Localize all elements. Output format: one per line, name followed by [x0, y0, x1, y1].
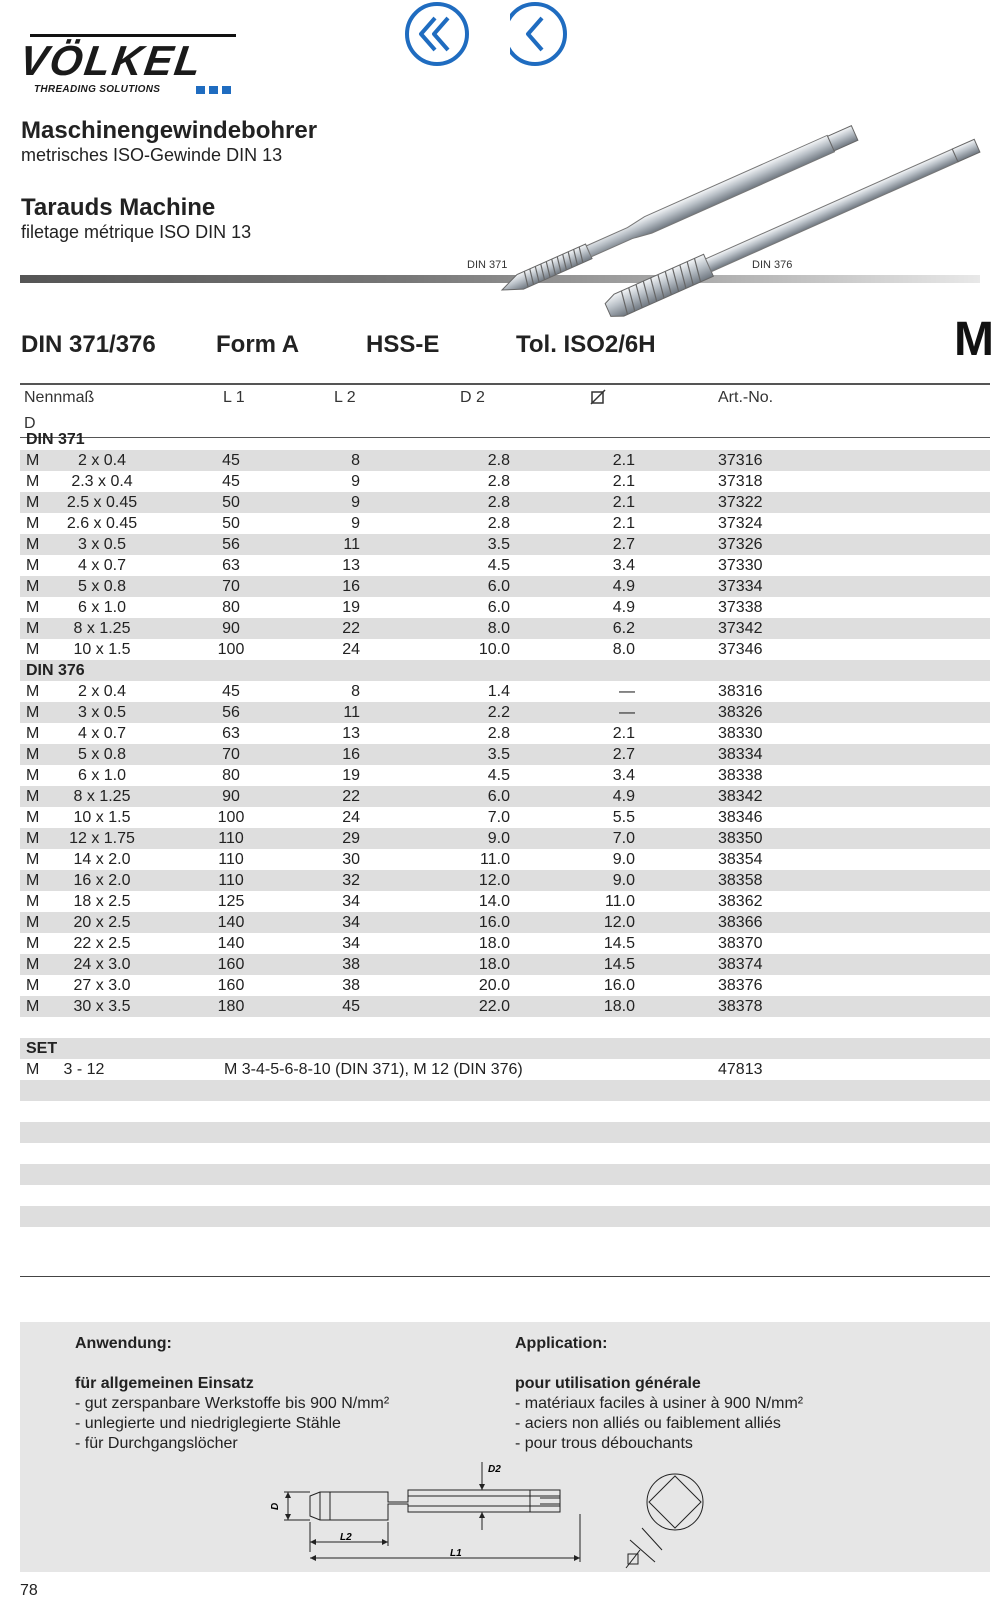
logo-tagline: THREADING SOLUTIONS: [34, 84, 161, 95]
cell-art-no: 37330: [718, 557, 763, 574]
cell-l2: 22: [342, 620, 360, 637]
cell-thread: M: [26, 830, 40, 847]
square-size-icon: [590, 389, 608, 407]
cell-art-no: 38376: [718, 977, 763, 994]
cell-square: —: [619, 683, 635, 700]
cell-size: 2.5 x 0.45: [66, 494, 138, 511]
cell-art-no: 38338: [718, 767, 763, 784]
cell-size: 4 x 0.7: [77, 725, 127, 742]
cell-art-no: 38366: [718, 914, 763, 931]
table-row: [20, 996, 990, 1017]
cell-l1: 110: [218, 851, 244, 868]
cell-square: 3.4: [612, 557, 635, 574]
table-row: [20, 471, 990, 492]
drawing-label-d2: D2: [488, 1464, 501, 1475]
cell-d2: 4.5: [487, 767, 510, 784]
cell-thread: M: [26, 935, 40, 952]
cell-size: 12 x 1.75: [69, 830, 135, 847]
cell-size: 5 x 0.8: [77, 746, 127, 763]
cell-art-no: 38316: [718, 683, 763, 700]
application-german: [75, 1334, 389, 1454]
cell-square: 12.0: [603, 914, 635, 931]
table-row: [20, 576, 990, 597]
drawing-square-size-icon: [626, 1550, 640, 1568]
header-l2: L 2: [334, 389, 356, 406]
cell-l1: 50: [222, 494, 240, 511]
subtitle-german: metrisches ISO-Gewinde DIN 13: [21, 145, 283, 165]
cell-size: 6 x 1.0: [77, 599, 127, 616]
cell-square: 9.0: [612, 872, 635, 889]
application-lead-fr: pour utilisation générale: [515, 1375, 701, 1392]
cell-size: 6 x 1.0: [77, 767, 127, 784]
cell-art-no: 38378: [718, 998, 763, 1015]
cell-l1: 63: [222, 557, 240, 574]
application-item-fr: - pour trous débouchants: [515, 1435, 693, 1452]
cell-d2: 22.0: [478, 998, 510, 1015]
cell-square: 11.0: [605, 893, 635, 910]
spec-form: Form A: [216, 331, 300, 358]
cell-l2: 11: [343, 704, 360, 721]
application-heading-fr: Application:: [515, 1335, 608, 1352]
cell-thread: M: [26, 536, 40, 553]
cell-l2: 34: [342, 914, 360, 931]
cell-size: 10 x 1.5: [73, 809, 131, 826]
cell-square: 2.7: [612, 536, 635, 553]
cell-l2: 8: [351, 452, 360, 469]
empty-row: [20, 1122, 990, 1143]
cell-art-no: 37324: [718, 515, 763, 532]
cell-art-no: 38326: [718, 704, 763, 721]
cell-square: 14.5: [603, 956, 635, 973]
set-row: [20, 1059, 990, 1080]
cell-size: 3 x 0.5: [77, 704, 127, 721]
tap-tools-image: [460, 100, 1000, 330]
cell-d2: 6.0: [487, 599, 510, 616]
cell-d2: 3.5: [487, 536, 510, 553]
brand-logo: [16, 34, 220, 100]
cell-l2: 38: [342, 956, 360, 973]
application-heading-de: Anwendung:: [75, 1335, 172, 1352]
cell-size: 2.6 x 0.45: [66, 515, 138, 532]
table-row: [20, 492, 990, 513]
cell-thread: M: [26, 704, 40, 721]
cell-l2: 30: [342, 851, 360, 868]
cell-square: 16.0: [603, 977, 635, 994]
cell-square: 2.7: [612, 746, 635, 763]
logo-squares: [196, 86, 231, 94]
cell-square: 4.9: [612, 599, 635, 616]
application-item-fr: - matériaux faciles à usiner à 900 N/mm²: [515, 1395, 804, 1412]
cell-d2: 9.0: [487, 830, 510, 847]
cell-l1: 50: [222, 515, 240, 532]
table-row: [20, 975, 990, 996]
page-number: 78: [20, 1582, 38, 1599]
cell-l1: 110: [218, 830, 244, 847]
empty-row: [20, 1143, 990, 1164]
cell-l1: 56: [222, 704, 240, 721]
cell-l1: 45: [222, 683, 240, 700]
cell-art-no: 37316: [718, 452, 763, 469]
cell-square: 7.0: [612, 830, 635, 847]
spec-row: [21, 331, 981, 361]
cell-art-no: 38370: [718, 935, 763, 952]
table-row: [20, 639, 990, 660]
cell-thread: M: [26, 914, 40, 931]
cell-thread: M: [26, 599, 40, 616]
logo-wordmark: VÖLKEL: [16, 37, 206, 84]
previous-page-button[interactable]: [510, 0, 580, 70]
title-german: Maschinengewindebohrer: [21, 117, 318, 144]
cell-thread: M: [26, 809, 40, 826]
cell-square: 5.5: [612, 809, 635, 826]
cell-size: 24 x 3.0: [73, 956, 131, 973]
table-row: [20, 870, 990, 891]
tool-label-din-371: DIN 371: [467, 259, 508, 271]
cell-size: 5 x 0.8: [77, 578, 127, 595]
cell-size: 27 x 3.0: [73, 977, 131, 994]
table-row: [20, 786, 990, 807]
cell-d2: 10.0: [478, 641, 510, 658]
cell-l2: 16: [342, 746, 360, 763]
cell-l2: 13: [342, 557, 360, 574]
drawing-label-l1: L1: [450, 1548, 462, 1559]
table-row: [20, 618, 990, 639]
header-nominal-sub: D: [24, 415, 36, 432]
cell-l1: 140: [217, 935, 245, 952]
cell-l1: 140: [217, 914, 245, 931]
cell-art-no: 38334: [718, 746, 763, 763]
cell-thread: M: [26, 767, 40, 784]
cell-square: 6.2: [612, 620, 635, 637]
cell-d2: 14.0: [478, 893, 510, 910]
table-row: [20, 849, 990, 870]
empty-row: [20, 1185, 990, 1206]
cell-d2: 7.0: [487, 809, 510, 826]
cell-thread: M: [26, 788, 40, 805]
cell-thread: M: [26, 620, 40, 637]
cell-l1: 100: [217, 641, 245, 658]
cell-l1: 45: [222, 473, 240, 490]
cell-l2: 8: [351, 683, 360, 700]
empty-row: [20, 1080, 990, 1101]
set-size: 3 - 12: [63, 1061, 105, 1078]
cell-l2: 13: [342, 725, 360, 742]
cell-d2: 2.8: [487, 473, 510, 490]
table-row: [20, 828, 990, 849]
cell-art-no: 38350: [718, 830, 763, 847]
table-row: [20, 723, 990, 744]
cell-l2: 24: [342, 641, 360, 658]
empty-row: [20, 1164, 990, 1185]
cell-square: 8.0: [612, 641, 635, 658]
cell-l1: 160: [217, 977, 245, 994]
cell-l1: 160: [217, 956, 245, 973]
subtitle-french: filetage métrique ISO DIN 13: [21, 222, 252, 242]
set-label: SET: [26, 1040, 58, 1057]
table-row: [20, 912, 990, 933]
cell-l1: 80: [222, 767, 240, 784]
cell-l2: 34: [342, 935, 360, 952]
table-row: [20, 534, 990, 555]
cell-l1: 80: [222, 599, 240, 616]
set-thread: M: [26, 1061, 40, 1078]
cell-d2: 4.5: [487, 557, 510, 574]
application-item-de: - gut zerspanbare Werkstoffe bis 900 N/mm²: [75, 1395, 390, 1412]
cell-size: 10 x 1.5: [73, 641, 131, 658]
cell-thread: M: [26, 956, 40, 973]
empty-row: [20, 1206, 990, 1227]
cell-d2: 8.0: [487, 620, 510, 637]
cell-l1: 56: [222, 536, 240, 553]
table-row: [20, 450, 990, 471]
cell-l1: 110: [218, 872, 244, 889]
cell-square: 2.1: [612, 452, 635, 469]
cell-square: —: [619, 704, 635, 721]
cell-art-no: 37334: [718, 578, 763, 595]
cell-l1: 125: [217, 893, 245, 910]
cell-d2: 6.0: [487, 578, 510, 595]
header-d2: D 2: [460, 389, 485, 406]
cell-d2: 1.4: [487, 683, 510, 700]
cell-art-no: 38354: [718, 851, 763, 868]
application-item-fr: - aciers non alliés ou faiblement alliés: [515, 1415, 781, 1432]
first-page-button[interactable]: [402, 0, 472, 70]
cell-l2: 22: [342, 788, 360, 805]
cell-art-no: 37342: [718, 620, 763, 637]
drawing-label-l2: L2: [340, 1532, 352, 1543]
application-lead-de: für allgemeinen Einsatz: [75, 1375, 254, 1392]
cell-art-no: 37346: [718, 641, 763, 658]
group-label: DIN 376: [26, 662, 85, 679]
spec-material: HSS-E: [366, 331, 440, 358]
cell-d2: 2.2: [487, 704, 510, 721]
cell-d2: 2.8: [487, 515, 510, 532]
application-french: [515, 1334, 803, 1454]
cell-l1: 63: [222, 725, 240, 742]
cell-square: 3.4: [612, 767, 635, 784]
cell-d2: 20.0: [478, 977, 510, 994]
table-row: [20, 744, 990, 765]
cell-art-no: 37318: [718, 473, 763, 490]
cell-thread: M: [26, 893, 40, 910]
cell-l2: 19: [342, 767, 360, 784]
cell-thread: M: [26, 725, 40, 742]
cell-l1: 100: [217, 809, 245, 826]
cell-thread: M: [26, 641, 40, 658]
cell-square: 2.1: [612, 473, 635, 490]
cell-size: 30 x 3.5: [73, 998, 131, 1015]
table-row: [20, 891, 990, 912]
cell-l1: 45: [222, 452, 240, 469]
double-chevron-left-icon: [402, 0, 472, 70]
cell-size: 4 x 0.7: [77, 557, 127, 574]
cell-l2: 9: [351, 515, 360, 532]
cell-thread: M: [26, 851, 40, 868]
cell-l2: 16: [342, 578, 360, 595]
cell-l2: 34: [342, 893, 360, 910]
cell-l2: 11: [343, 536, 360, 553]
cell-thread: M: [26, 557, 40, 574]
cell-art-no: 38342: [718, 788, 763, 805]
cell-art-no: 38374: [718, 956, 763, 973]
tool-label-din-376: DIN 376: [752, 259, 793, 271]
cell-square: 4.9: [612, 578, 635, 595]
cell-l2: 9: [351, 494, 360, 511]
cell-thread: M: [26, 977, 40, 994]
cell-size: 2.3 x 0.4: [71, 473, 133, 490]
cell-thread: M: [26, 452, 40, 469]
set-description: M 3-4-5-6-8-10 (DIN 371), M 12 (DIN 376): [224, 1061, 523, 1078]
cell-square: 2.1: [612, 725, 635, 742]
cell-thread: M: [26, 515, 40, 532]
cell-square: 4.9: [612, 788, 635, 805]
cell-d2: 12.0: [478, 872, 510, 889]
cell-art-no: 37338: [718, 599, 763, 616]
cell-square: 2.1: [612, 515, 635, 532]
spec-tolerance: Tol. ISO2/6H: [516, 331, 656, 358]
cell-thread: M: [26, 494, 40, 511]
cell-size: 2 x 0.4: [77, 452, 127, 469]
cell-l2: 38: [342, 977, 360, 994]
set-art-no: 47813: [718, 1061, 763, 1078]
header-l1: L 1: [223, 389, 245, 406]
cell-d2: 18.0: [478, 935, 510, 952]
group-label: DIN 371: [26, 431, 85, 448]
cell-size: 8 x 1.25: [73, 620, 131, 637]
cell-l1: 90: [222, 788, 240, 805]
cell-l1: 90: [222, 620, 240, 637]
cell-thread: M: [26, 872, 40, 889]
thread-type-letter: M: [954, 313, 994, 366]
table-row: [20, 513, 990, 534]
cell-d2: 18.0: [478, 956, 510, 973]
table-row: [20, 954, 990, 975]
cell-art-no: 38330: [718, 725, 763, 742]
table-row: [20, 681, 990, 702]
cell-size: 20 x 2.5: [73, 914, 131, 931]
table-row: [20, 765, 990, 786]
header-nominal: Nennmaß: [24, 389, 95, 406]
application-item-de: - unlegierte und niedriglegierte Stähle: [75, 1415, 341, 1432]
cell-d2: 2.8: [487, 725, 510, 742]
cell-l1: 70: [222, 746, 240, 763]
cell-thread: M: [26, 473, 40, 490]
cell-l2: 32: [342, 872, 360, 889]
cell-l2: 24: [342, 809, 360, 826]
application-item-de: - für Durchgangslöcher: [75, 1435, 238, 1452]
cell-d2: 2.8: [487, 452, 510, 469]
cell-thread: M: [26, 998, 40, 1015]
cell-thread: M: [26, 746, 40, 763]
empty-row: [20, 1101, 990, 1122]
cell-art-no: 38346: [718, 809, 763, 826]
table-group-row: [20, 660, 990, 681]
cell-l2: 9: [351, 473, 360, 490]
cell-square: 2.1: [612, 494, 635, 511]
spec-din: DIN 371/376: [21, 331, 156, 358]
cell-size: 22 x 2.5: [73, 935, 131, 952]
drawing-label-d: D: [270, 1502, 281, 1510]
cell-l2: 45: [342, 998, 360, 1015]
cell-d2: 2.8: [487, 494, 510, 511]
cell-size: 18 x 2.5: [73, 893, 131, 910]
cell-size: 8 x 1.25: [73, 788, 131, 805]
chevron-left-icon: [510, 0, 580, 70]
tap-technical-drawing: [270, 1462, 750, 1572]
cell-size: 16 x 2.0: [73, 872, 131, 889]
table-row: [20, 807, 990, 828]
cell-art-no: 37326: [718, 536, 763, 553]
cell-thread: M: [26, 578, 40, 595]
cell-l2: 29: [342, 830, 360, 847]
cell-l1: 180: [217, 998, 245, 1015]
header-art-no: Art.-No.: [718, 389, 774, 406]
cell-l1: 70: [222, 578, 240, 595]
cell-art-no: 37322: [718, 494, 763, 511]
cell-thread: M: [26, 683, 40, 700]
table-row: [20, 555, 990, 576]
cell-art-no: 38358: [718, 872, 763, 889]
cell-l2: 19: [342, 599, 360, 616]
table-row: [20, 702, 990, 723]
cell-size: 2 x 0.4: [77, 683, 127, 700]
table-row: [20, 933, 990, 954]
cell-square: 9.0: [612, 851, 635, 868]
cell-d2: 3.5: [487, 746, 510, 763]
table-bottom-rule: [20, 1276, 990, 1277]
cell-square: 18.0: [603, 998, 635, 1015]
set-header-row: [20, 1038, 990, 1059]
cell-d2: 11.0: [480, 851, 510, 868]
cell-size: 14 x 2.0: [73, 851, 131, 868]
table-row: [20, 597, 990, 618]
title-french: Tarauds Machine: [21, 194, 216, 221]
table-group-row: [20, 429, 990, 450]
cell-d2: 6.0: [487, 788, 510, 805]
cell-size: 3 x 0.5: [77, 536, 127, 553]
cell-square: 14.5: [603, 935, 635, 952]
cell-d2: 16.0: [478, 914, 510, 931]
cell-art-no: 38362: [718, 893, 763, 910]
